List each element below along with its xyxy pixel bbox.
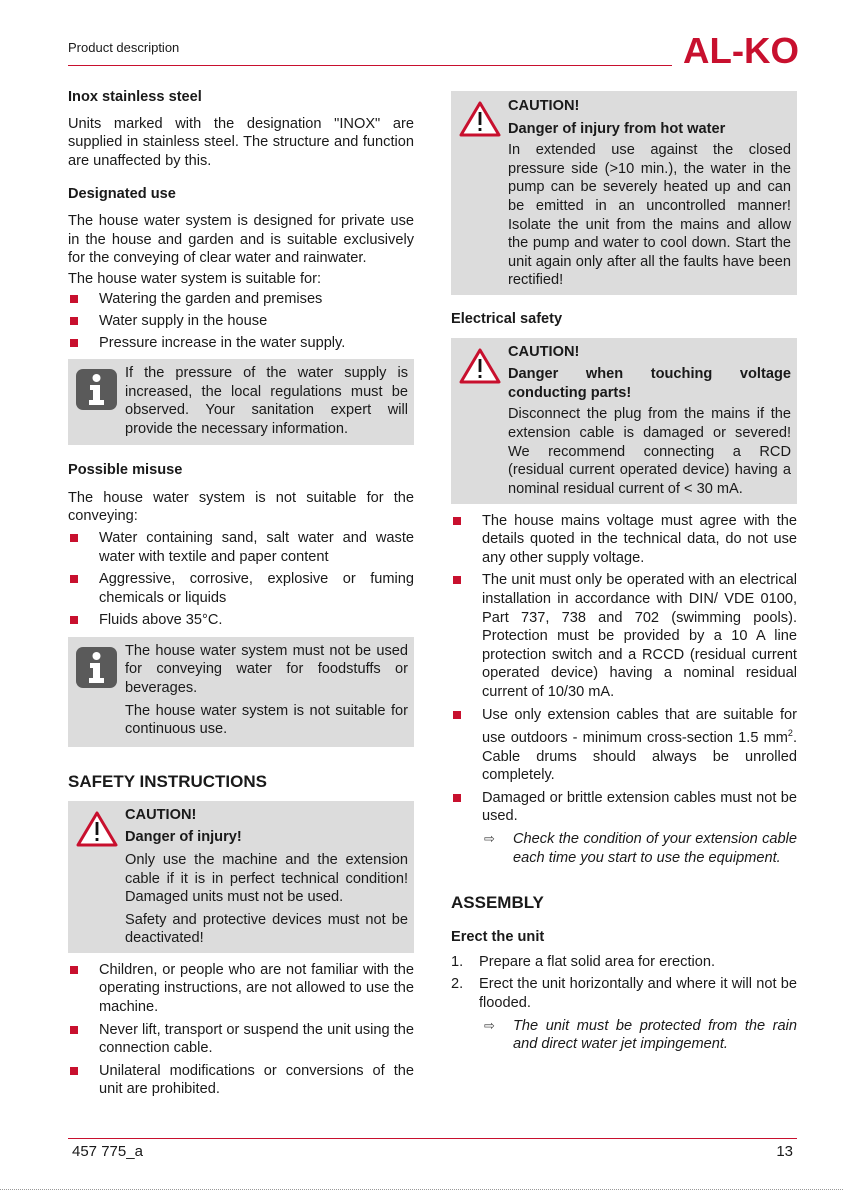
list-item: Water supply in the house <box>68 312 414 331</box>
designated-use-heading: Designated use <box>68 186 176 203</box>
safety-list <box>68 961 414 1099</box>
info-text: The house water system is not suitable for continuous use. <box>125 702 408 738</box>
caution-label: CAUTION! <box>508 343 580 360</box>
bullet-square-icon <box>70 534 78 542</box>
inox-heading: Inox stainless steel <box>68 89 202 105</box>
bullet-square-icon <box>70 339 78 347</box>
list-item: Aggressive, corrosive, explosive or fuming chemicals or liquids <box>68 570 414 607</box>
list-item: Pressure increase in the water supply. <box>68 334 414 353</box>
list-item: Damaged or brittle extension cables must not be used. <box>451 789 797 826</box>
caution-text: Only use the machine and the extension cable if it is in perfect technical condition! Damaged units must not be used. <box>125 852 408 906</box>
misuse-list <box>68 529 414 630</box>
info-box-pressure <box>68 359 414 445</box>
caution-subtitle: Danger of injury from hot water <box>508 120 726 137</box>
arrow-right-icon: ⇨ <box>484 830 495 846</box>
list-item: Watering the garden and premises <box>68 290 414 309</box>
list-item: Unilateral modifications or conversions of the unit are prohibited. <box>68 1062 414 1099</box>
electrical-list <box>451 512 797 826</box>
bullet-square-icon <box>70 295 78 303</box>
erect-unit-heading: Erect the unit <box>451 929 545 946</box>
bullet-square-icon <box>70 575 78 583</box>
assembly-steps <box>451 953 797 1013</box>
list-item: The house mains voltage must agree with the details quoted in the technical data, do not use any other supply voltage. <box>451 512 797 568</box>
right-column <box>451 88 797 1054</box>
caution-box-injury <box>68 801 414 953</box>
list-item: Never lift, transport or suspend the unit using the connection cable. <box>68 1021 414 1058</box>
left-column <box>68 88 414 1099</box>
info-icon <box>76 369 117 410</box>
bullet-square-icon <box>70 1067 78 1075</box>
bullet-square-icon <box>70 317 78 325</box>
misuse-heading: Possible misuse <box>68 462 183 479</box>
caution-text: Disconnect the plug from the mains if the extension cable is damaged or severed! We recommend connecting a RCD (residual current operated device) having a nominal residual current of < 30 mA. <box>508 406 791 497</box>
header-section-label: Product description <box>68 40 180 55</box>
result-note: ⇨ Check the condition of your extension cable each time you start to use the equipment. <box>484 830 797 866</box>
list-item: Children, or people who are not familiar with the operating instructions, are not allowed to use the machine. <box>68 961 414 1017</box>
bullet-square-icon <box>453 711 461 719</box>
bullet-square-icon <box>453 794 461 802</box>
bullet-square-icon <box>70 1026 78 1034</box>
al-ko-logo <box>683 33 799 67</box>
inox-text: Units marked with the designation "INOX" are supplied in stainless steel. The structure and function are unaffected by this. <box>68 115 414 169</box>
page-edge-divider <box>0 1189 843 1190</box>
caution-text: Safety and protective devices must not be deactivated! <box>125 911 408 947</box>
caution-subtitle: Danger of injury! <box>125 829 242 846</box>
info-text: If the pressure of the water supply is increased, the local regulations must be observed. Your sanitation expert will provide the necessary information. <box>125 365 408 437</box>
caution-label: CAUTION! <box>125 806 197 823</box>
step-item: 1. Prepare a flat solid area for erection. <box>451 953 716 970</box>
warning-icon <box>76 811 118 847</box>
bullet-square-icon <box>453 576 461 584</box>
arrow-right-icon: ⇨ <box>484 1017 495 1033</box>
header-divider <box>68 65 672 66</box>
info-icon <box>76 647 117 688</box>
warning-icon <box>459 348 501 384</box>
caution-box-hot-water <box>451 91 797 295</box>
caution-text: In extended use against the closed pressure side (>10 min.), the water in the pump can be severely heated up and can be emitted in an uncontrolled manner! Isolate the unit from the mains and allow the pump and water to cool down. Start the unit again only after all the faults have been rectified! <box>508 142 791 289</box>
safety-instructions-heading: SAFETY INSTRUCTIONS <box>68 771 267 791</box>
svg-text:AL-KO: AL-KO <box>683 33 799 67</box>
misuse-text: The house water system is not suitable for the conveying: <box>68 489 414 525</box>
designated-use-intro: The house water system is suitable for: <box>68 270 322 287</box>
document-number: 457 775_a <box>72 1143 143 1160</box>
caution-subtitle: Danger when touching voltage conducting parts! <box>508 366 791 401</box>
list-item: The unit must only be operated with an electrical installation in accordance with DIN/ VDE 0100, Part 737, 738 and 702 (swimming pools). Protection must be provided by a 10 A line protection switch and a RCCD (residual current operated device) having a nominal residual current of 10/30 mA. <box>451 571 797 701</box>
warning-icon <box>459 101 501 137</box>
list-item: Use only extension cables that are suitable for use outdoors - minimum cross-section 1.5 $mm^2$. Cable drums should always be unrolled completely. <box>451 706 797 785</box>
info-box-misuse <box>68 637 414 747</box>
bullet-square-icon <box>70 616 78 624</box>
page-number: 13 <box>776 1143 793 1160</box>
designated-use-text: The house water system is designed for private use in the house and garden and is suitable exclusively for the conveying of clear water and rainwater. <box>68 212 414 267</box>
electrical-safety-heading: Electrical safety <box>451 311 563 327</box>
assembly-heading: ASSEMBLY <box>451 893 544 913</box>
step-item: 2. Erect the unit horizontally and where it will not be flooded. <box>451 976 797 1011</box>
list-item: Fluids above 35°C. <box>68 611 414 630</box>
bullet-square-icon <box>453 517 461 525</box>
list-item: Water containing sand, salt water and waste water with textile and paper content <box>68 529 414 566</box>
caution-label: CAUTION! <box>508 98 580 114</box>
footer-divider <box>68 1138 797 1139</box>
bullet-square-icon <box>70 966 78 974</box>
result-note: ⇨ The unit must be protected from the rain and direct water jet impingement. <box>484 1017 797 1053</box>
caution-box-voltage <box>451 338 797 504</box>
info-text: The house water system must not be used for conveying water for foodstuffs or beverages. <box>125 642 408 697</box>
suitable-list <box>68 290 414 352</box>
